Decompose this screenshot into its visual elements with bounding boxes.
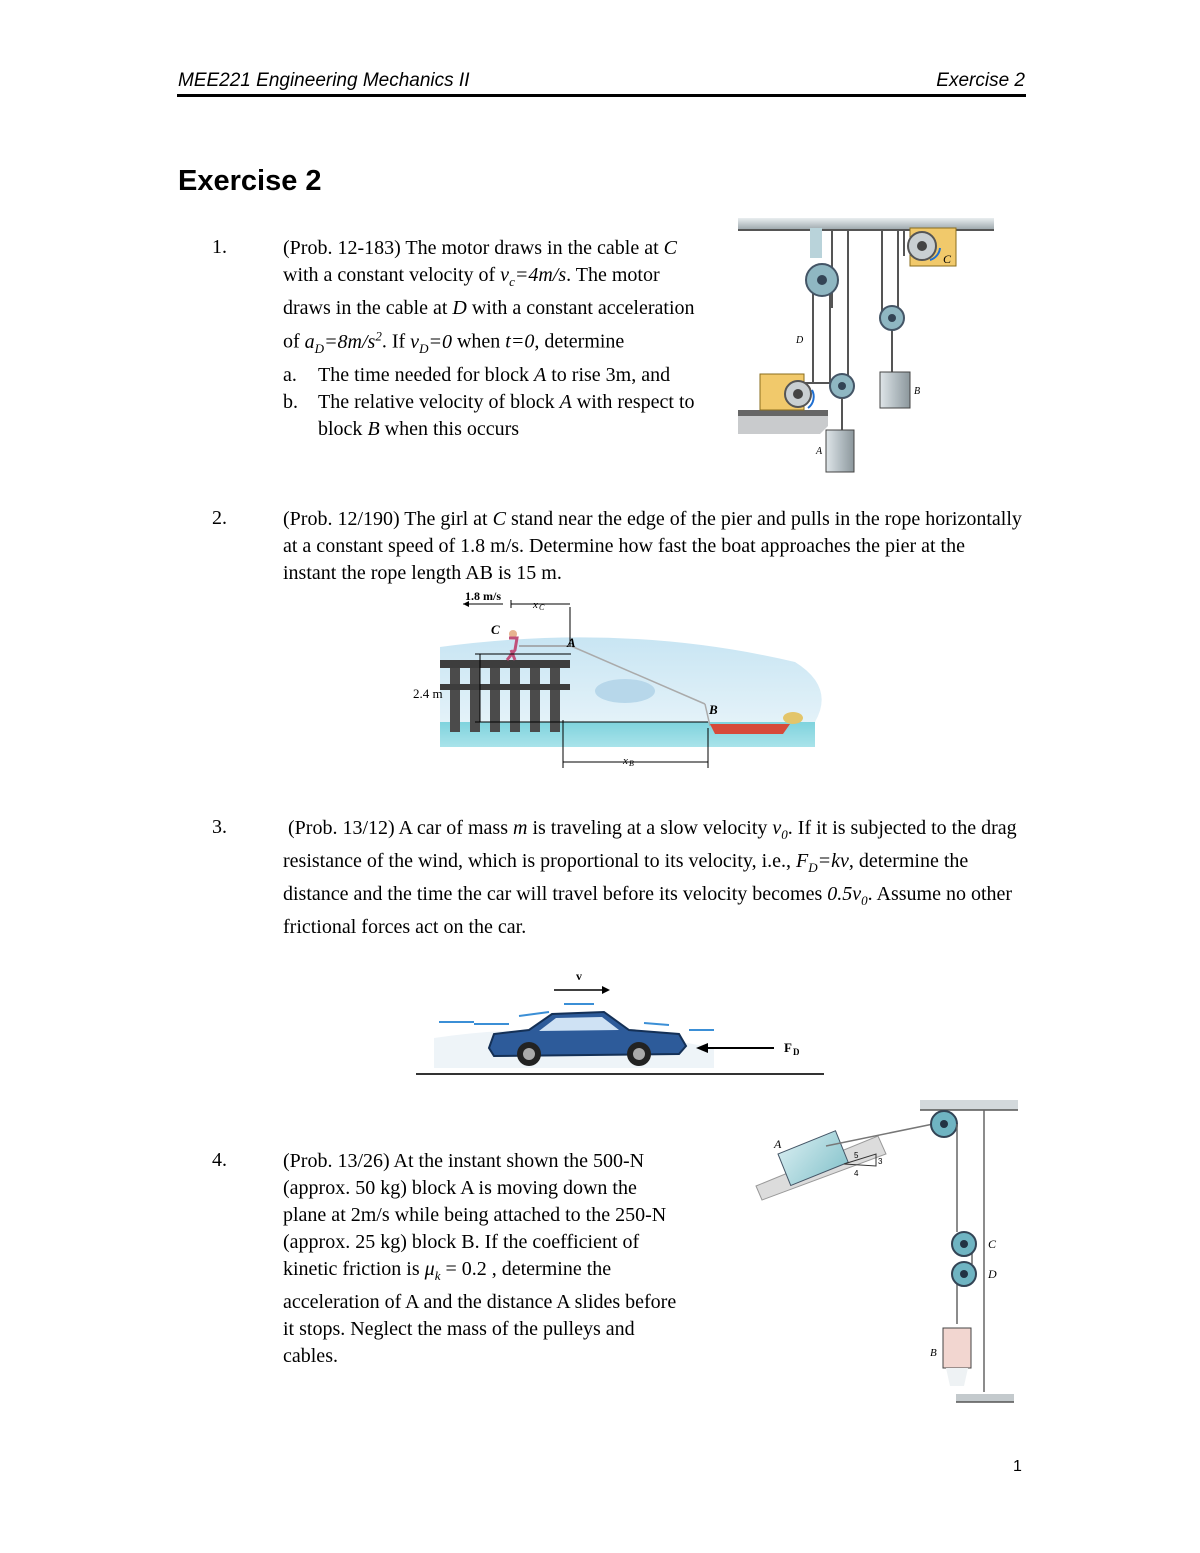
- page-title: Exercise 2: [178, 165, 322, 197]
- problem-4-text: (Prob. 13/26) At the instant shown the 500-N (approx. 50 kg) block A is moving down the plane at 2m/s while being attached to the 250-N (approx. 25 kg) block B. If the coefficient of kinetic friction is $\mu_k = 0.2$ , determine the acceleration of A and the distance A slides before it stops. Neglect the mass of the pulleys and cables.: [283, 1150, 677, 1367]
- header-course: MEE221 Engineering Mechanics II: [178, 70, 470, 91]
- svg-text:C: C: [491, 622, 500, 637]
- pulley-system-figure: [730, 208, 1000, 480]
- svg-text:1.8 m/s: 1.8 m/s: [465, 592, 501, 603]
- problem-3-text: (Prob. 13/12) A car of mass m is traveling at a slow velocity $v_0$. If it is subjected to the drag resistance of the wind, which is proportional to its velocity, i.e., $F_D=kv$, determine the distance and the time the car will travel before its velocity becomes $0.5v_0$. Assume no other frictional forces act on the car.: [283, 817, 1017, 938]
- car-drag-figure: [414, 968, 828, 1078]
- page-number: 1: [1013, 1458, 1022, 1475]
- problem-1-number: 1.: [212, 236, 227, 258]
- problem-1-intro: (Prob. 12-183) The motor draws in the cable at C with a constant velocity of $v_c=4m/s$. The motor draws in the cable at D with a constant acceleration of $a_D=8m/s^2$. If $v_D=0$ when t=0, determine: [283, 237, 695, 356]
- svg-text:v: v: [576, 969, 582, 983]
- svg-text:D: D: [988, 1267, 997, 1281]
- svg-text:B: B: [930, 1347, 937, 1359]
- svg-text:B: B: [914, 386, 921, 397]
- svg-text:C: C: [988, 1237, 997, 1251]
- incline-pulley-figure: [748, 1096, 1022, 1408]
- svg-text:B: B: [709, 702, 718, 717]
- svg-text:D: D: [793, 1047, 800, 1057]
- svg-text:C: C: [539, 603, 545, 612]
- svg-text:x: x: [533, 599, 538, 611]
- svg-text:5: 5: [854, 1151, 859, 1160]
- header-rule: [177, 94, 1026, 97]
- svg-text:F: F: [784, 1040, 792, 1055]
- svg-text:A: A: [774, 1137, 782, 1151]
- problem-2-number: 2.: [212, 507, 227, 529]
- part-a-letter: a.: [283, 363, 297, 386]
- svg-text:C: C: [943, 252, 952, 266]
- problem-4-number: 4.: [212, 1149, 227, 1171]
- part-b-letter: b.: [283, 390, 298, 413]
- svg-text:A: A: [816, 446, 823, 457]
- problem-2-text: (Prob. 12/190) The girl at C stand near the edge of the pier and pulls in the rope horizontally at a constant speed of 1.8 m/s. Determine how fast the boat approaches the pier at the instant the rope length AB is 15 m.: [283, 508, 1022, 584]
- problem-1-part-b: b. The relative velocity of block A with respect to block B when this occurs: [283, 390, 695, 440]
- problem-3-number: 3.: [212, 816, 227, 838]
- svg-text:x: x: [623, 755, 628, 767]
- header-exercise: Exercise 2: [936, 70, 1025, 91]
- svg-text:D: D: [796, 335, 804, 346]
- svg-text:3: 3: [878, 1157, 883, 1166]
- problem-1-part-a: a. The time needed for block A to rise 3m, and: [283, 362, 708, 389]
- svg-text:2.4 m: 2.4 m: [413, 686, 443, 701]
- svg-text:4: 4: [854, 1169, 859, 1178]
- svg-text:A: A: [567, 635, 576, 650]
- problem-1-text: [283, 235, 708, 443]
- pier-boat-figure: [405, 592, 835, 774]
- svg-text:B: B: [629, 759, 634, 768]
